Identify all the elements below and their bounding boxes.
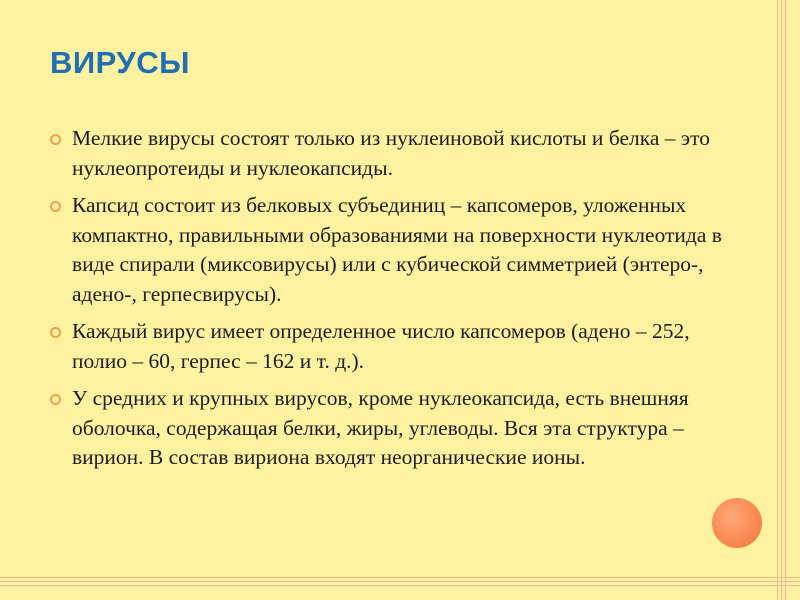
slide-title: ВИРУСЫ: [50, 45, 190, 80]
bullet-item: [48, 317, 748, 376]
decorative-circle-icon: [712, 498, 762, 548]
frame-line-right: [777, 0, 778, 600]
bullet-circle-icon: [50, 394, 61, 405]
frame-line-bottom: [0, 585, 800, 586]
bullet-item: [48, 384, 748, 473]
bullet-circle-icon: [50, 201, 61, 212]
bullet-list: [48, 124, 748, 481]
frame-line-bottom: [0, 581, 800, 582]
bullet-circle-icon: [50, 327, 61, 338]
bullet-text: Капсид состоит из белковых субъединиц – капсомеров, уложенных компактно, правильными образованиями на поверхности нуклеотида в виде спирали (миксовирусы) или с кубической симметрией (энтеро-, адено-, герпесвирусы).: [72, 193, 722, 306]
bullet-text: У средних и крупных вирусов, кроме нуклеокапсида, есть внешняя оболочка, содержащая белки, жиры, углеводы. Вся эта структура – вирион. В состав вириона входят неорганические ионы.: [72, 386, 689, 469]
frame-line-right: [785, 0, 786, 600]
bullet-item: [48, 124, 748, 183]
bullet-text: Каждый вирус имеет определенное число капсомеров (адено – 252, полио – 60, герпес – 162 и т. д.).: [72, 319, 690, 373]
bullet-item: [48, 191, 748, 309]
bullet-circle-icon: [50, 134, 61, 145]
bullet-text: Мелкие вирусы состоят только из нуклеиновой кислоты и белка – это нуклеопротеиды и нуклеокапсиды.: [72, 126, 710, 180]
frame-line-right: [781, 0, 782, 600]
frame-line-bottom: [0, 577, 800, 578]
